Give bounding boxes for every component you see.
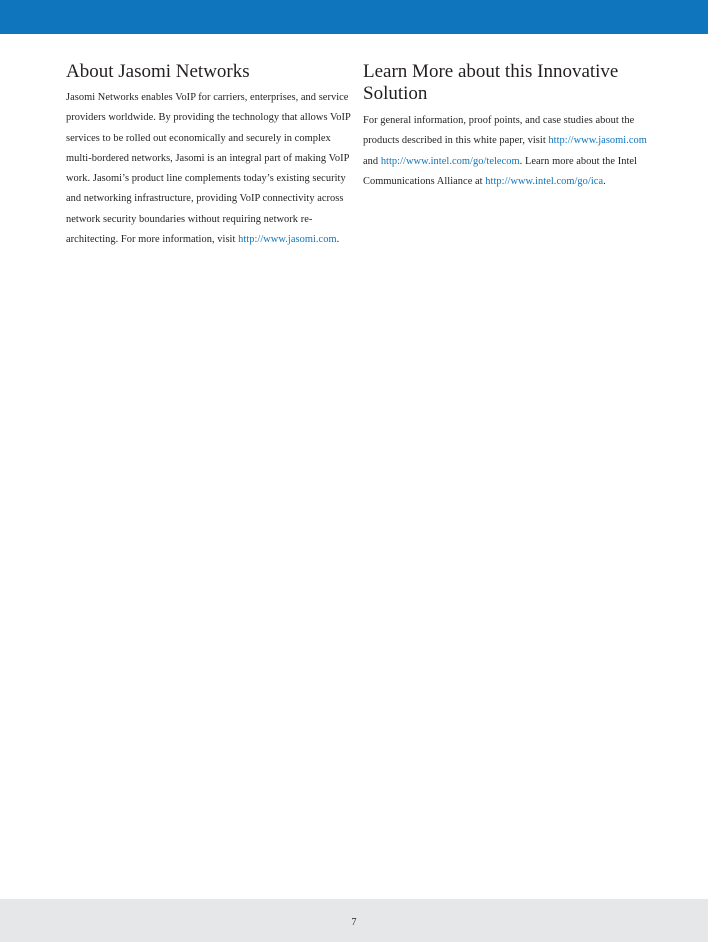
learn-more-sentence-end: .: [519, 155, 523, 167]
header-accent-bar: [0, 0, 708, 34]
learn-more-suffix: .: [603, 175, 606, 187]
intel-ica-link[interactable]: http://www.intel.com/go/ica: [485, 175, 604, 187]
learn-more-conj: and: [363, 155, 381, 167]
about-heading: About Jasomi Networks: [66, 61, 250, 82]
jasomi-link-2[interactable]: http://www.jasomi.com: [548, 135, 647, 147]
jasomi-link[interactable]: http://www.jasomi.com: [238, 234, 337, 246]
learn-more-intro: For general information, proof points, and case studies about the products described in this white paper, visit: [363, 115, 635, 147]
intel-telecom-link[interactable]: http://www.intel.com/go/telecom: [380, 155, 520, 167]
about-section: [66, 61, 352, 250]
learn-more-body: [363, 111, 653, 192]
about-body-suffix: .: [336, 234, 340, 246]
page-right-margin: [708, 0, 728, 942]
learn-more-heading: Learn More about this Innovative Solution: [363, 61, 619, 104]
page-number: 7: [351, 917, 357, 928]
about-body-text: Jasomi Networks enables VoIP for carriers, enterprises, and service providers worldwide. By providing the technology that allows VoIP services to be rolled out economically and securely in complex multi-bordered networks, Jasomi is an integral part of making VoIP work. Jasomi’s product line complements today’s existing security and networking infrastructure, providing VoIP connectivity across network security boundaries without requiring network re-architecting. For more information, visit: [66, 92, 351, 246]
learn-more-alliance: Learn more about the Intel Communications Alliance at: [363, 155, 638, 187]
about-body: [66, 88, 352, 250]
learn-more-section: [363, 61, 653, 192]
